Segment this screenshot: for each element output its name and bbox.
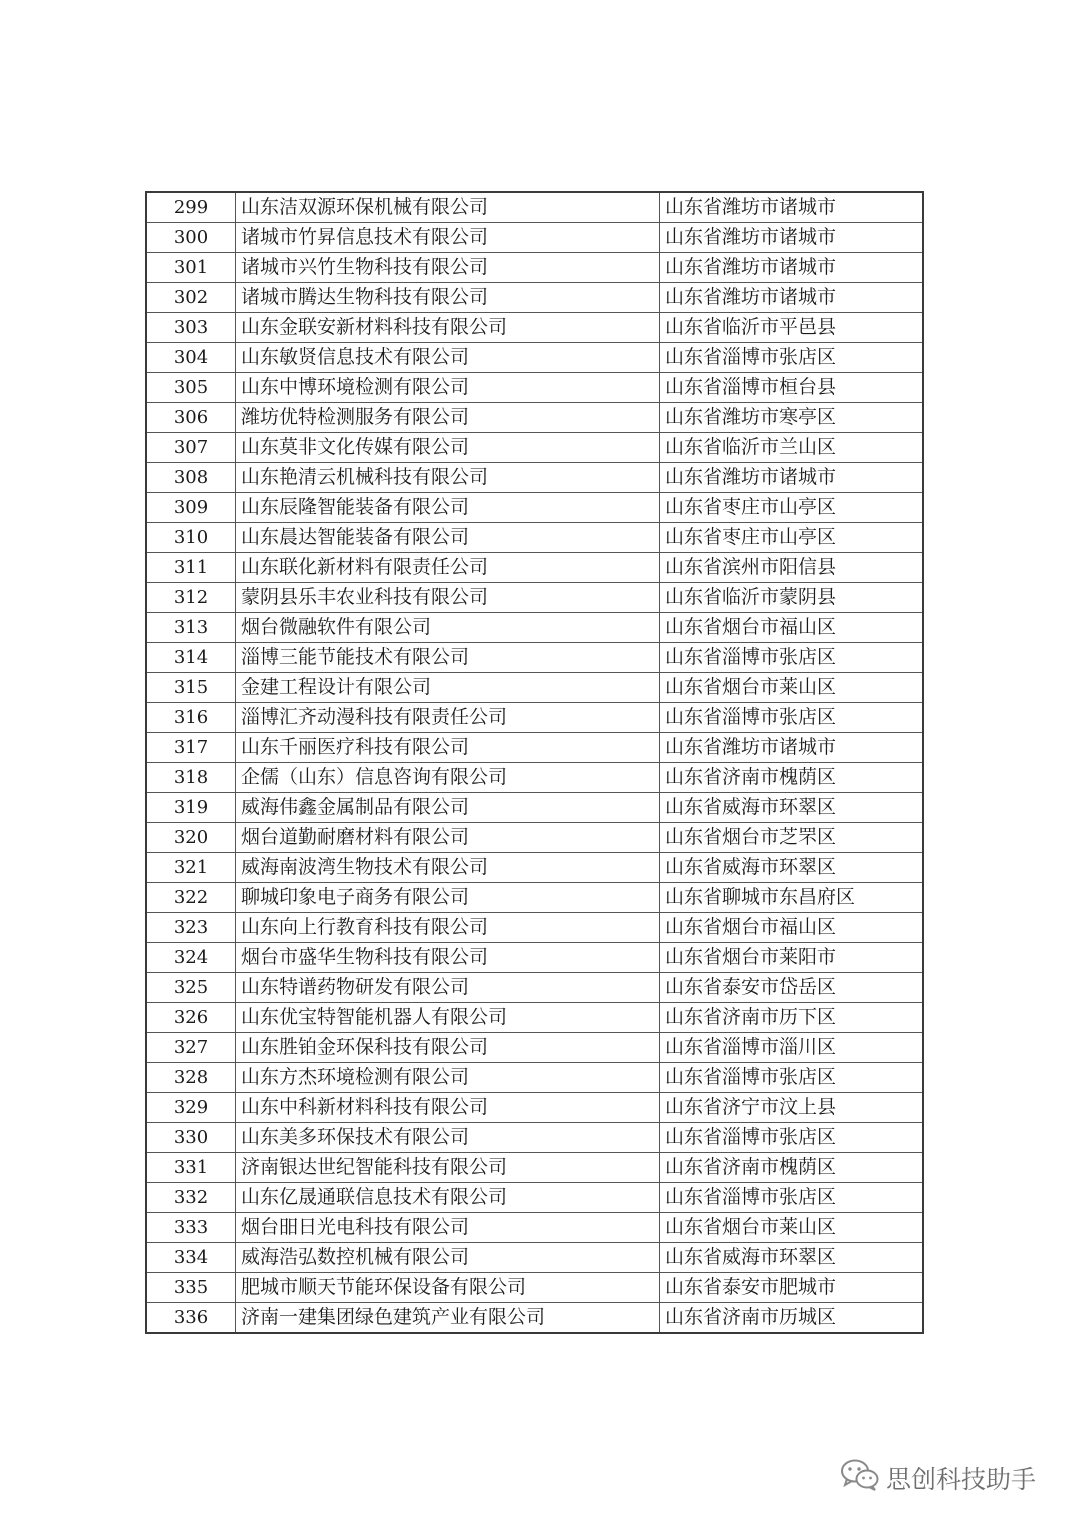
company-location: 山东省潍坊市诸城市 [660,733,924,763]
company-location: 山东省淄博市张店区 [660,343,924,373]
company-location: 山东省泰安市岱岳区 [660,973,924,1003]
company-name: 山东敏贤信息技术有限公司 [236,343,660,373]
table-row [146,1273,923,1303]
company-name: 山东胜铂金环保科技有限公司 [236,1033,660,1063]
company-location: 山东省济南市历下区 [660,1003,924,1033]
company-location: 山东省烟台市福山区 [660,613,924,643]
company-name: 山东联化新材料有限责任公司 [236,553,660,583]
row-number: 303 [146,313,236,343]
table-row [146,943,923,973]
company-name: 山东美多环保技术有限公司 [236,1123,660,1153]
table-row [146,613,923,643]
table-row [146,1063,923,1093]
row-number: 334 [146,1243,236,1273]
wechat-icon [840,1458,880,1498]
row-number: 300 [146,223,236,253]
row-number: 319 [146,793,236,823]
company-name: 山东向上行教育科技有限公司 [236,913,660,943]
row-number: 304 [146,343,236,373]
company-location: 山东省潍坊市诸城市 [660,192,924,223]
row-number: 323 [146,913,236,943]
company-name: 威海南波湾生物技术有限公司 [236,853,660,883]
company-name: 山东方杰环境检测有限公司 [236,1063,660,1093]
company-location: 山东省淄博市张店区 [660,643,924,673]
table-row [146,283,923,313]
company-location: 山东省淄博市淄川区 [660,1033,924,1063]
row-number: 325 [146,973,236,1003]
table-row [146,192,923,223]
company-location: 山东省枣庄市山亭区 [660,523,924,553]
company-name: 潍坊优特检测服务有限公司 [236,403,660,433]
row-number: 333 [146,1213,236,1243]
table-row [146,643,923,673]
company-location: 山东省潍坊市诸城市 [660,223,924,253]
table-row [146,703,923,733]
table-row [146,433,923,463]
company-location: 山东省威海市环翠区 [660,793,924,823]
company-location: 山东省潍坊市诸城市 [660,463,924,493]
table-row [146,853,923,883]
row-number: 301 [146,253,236,283]
table-row [146,1213,923,1243]
table-row [146,973,923,1003]
row-number: 324 [146,943,236,973]
row-number: 311 [146,553,236,583]
company-name: 山东艳清云机械科技有限公司 [236,463,660,493]
company-location: 山东省烟台市芝罘区 [660,823,924,853]
company-location: 山东省临沂市蒙阴县 [660,583,924,613]
company-name: 肥城市顺天节能环保设备有限公司 [236,1273,660,1303]
table-row [146,1093,923,1123]
row-number: 314 [146,643,236,673]
row-number: 308 [146,463,236,493]
company-location: 山东省烟台市莱山区 [660,673,924,703]
company-name: 烟台微融软件有限公司 [236,613,660,643]
row-number: 310 [146,523,236,553]
company-location: 山东省济宁市汶上县 [660,1093,924,1123]
company-name: 淄博三能节能技术有限公司 [236,643,660,673]
table-row [146,343,923,373]
table-row [146,1183,923,1213]
company-name: 山东金联安新材料科技有限公司 [236,313,660,343]
company-name: 山东优宝特智能机器人有限公司 [236,1003,660,1033]
table-row [146,1003,923,1033]
row-number: 306 [146,403,236,433]
table-row [146,1153,923,1183]
table-row [146,553,923,583]
company-name: 山东辰隆智能装备有限公司 [236,493,660,523]
table-body [146,192,923,1333]
row-number: 335 [146,1273,236,1303]
company-location: 山东省烟台市莱阳市 [660,943,924,973]
company-location: 山东省潍坊市诸城市 [660,253,924,283]
company-name: 山东中科新材料科技有限公司 [236,1093,660,1123]
table-row [146,463,923,493]
row-number: 318 [146,763,236,793]
company-location: 山东省济南市历城区 [660,1303,924,1334]
company-location: 山东省临沂市兰山区 [660,433,924,463]
company-location: 山东省潍坊市诸城市 [660,283,924,313]
company-location: 山东省烟台市莱山区 [660,1213,924,1243]
company-name: 蒙阴县乐丰农业科技有限公司 [236,583,660,613]
row-number: 327 [146,1033,236,1063]
company-name: 威海伟鑫金属制品有限公司 [236,793,660,823]
company-name: 烟台昍日光电科技有限公司 [236,1213,660,1243]
table-row [146,253,923,283]
table-row [146,583,923,613]
company-name: 淄博汇齐动漫科技有限责任公司 [236,703,660,733]
row-number: 312 [146,583,236,613]
watermark [840,1458,1036,1498]
row-number: 305 [146,373,236,403]
company-location: 山东省临沂市平邑县 [660,313,924,343]
table-row [146,823,923,853]
company-location: 山东省威海市环翠区 [660,853,924,883]
table-row [146,913,923,943]
table-row [146,373,923,403]
row-number: 302 [146,283,236,313]
company-name: 金建工程设计有限公司 [236,673,660,703]
company-location: 山东省淄博市桓台县 [660,373,924,403]
row-number: 330 [146,1123,236,1153]
company-location: 山东省淄博市张店区 [660,1183,924,1213]
table-row [146,1033,923,1063]
company-location: 山东省淄博市张店区 [660,1063,924,1093]
row-number: 331 [146,1153,236,1183]
company-location: 山东省济南市槐荫区 [660,1153,924,1183]
row-number: 336 [146,1303,236,1334]
table-row [146,493,923,523]
company-location: 山东省烟台市福山区 [660,913,924,943]
table-row [146,883,923,913]
table-row [146,403,923,433]
company-name: 诸城市兴竹生物科技有限公司 [236,253,660,283]
company-location: 山东省淄博市张店区 [660,1123,924,1153]
company-name: 山东中博环境检测有限公司 [236,373,660,403]
company-name: 济南一建集团绿色建筑产业有限公司 [236,1303,660,1334]
company-name: 威海浩弘数控机械有限公司 [236,1243,660,1273]
company-name: 聊城印象电子商务有限公司 [236,883,660,913]
table-row [146,1303,923,1334]
row-number: 307 [146,433,236,463]
row-number: 322 [146,883,236,913]
company-name: 山东亿晟通联信息技术有限公司 [236,1183,660,1213]
row-number: 315 [146,673,236,703]
company-list-table [145,191,924,1334]
row-number: 317 [146,733,236,763]
company-name: 诸城市腾达生物科技有限公司 [236,283,660,313]
row-number: 313 [146,613,236,643]
company-name: 诸城市竹昇信息技术有限公司 [236,223,660,253]
row-number: 320 [146,823,236,853]
row-number: 332 [146,1183,236,1213]
company-name: 山东莫非文化传媒有限公司 [236,433,660,463]
row-number: 329 [146,1093,236,1123]
company-location: 山东省泰安市肥城市 [660,1273,924,1303]
company-name: 济南银达世纪智能科技有限公司 [236,1153,660,1183]
company-name: 烟台市盛华生物科技有限公司 [236,943,660,973]
company-name: 山东洁双源环保机械有限公司 [236,192,660,223]
row-number: 326 [146,1003,236,1033]
company-location: 山东省枣庄市山亭区 [660,493,924,523]
company-location: 山东省滨州市阳信县 [660,553,924,583]
company-location: 山东省聊城市东昌府区 [660,883,924,913]
table-row [146,1123,923,1153]
company-name: 山东特谱药物研发有限公司 [236,973,660,1003]
company-name: 烟台道勤耐磨材料有限公司 [236,823,660,853]
company-location: 山东省威海市环翠区 [660,1243,924,1273]
company-name: 山东千丽医疗科技有限公司 [236,733,660,763]
row-number: 299 [146,192,236,223]
table-row [146,523,923,553]
table-row [146,673,923,703]
company-name: 山东晨达智能装备有限公司 [236,523,660,553]
row-number: 328 [146,1063,236,1093]
table-row [146,733,923,763]
table-row [146,1243,923,1273]
table-row [146,793,923,823]
table-row [146,313,923,343]
company-location: 山东省济南市槐荫区 [660,763,924,793]
company-location: 山东省淄博市张店区 [660,703,924,733]
row-number: 309 [146,493,236,523]
row-number: 321 [146,853,236,883]
watermark-text: 思创科技助手 [886,1465,1037,1494]
company-name: 企儒（山东）信息咨询有限公司 [236,763,660,793]
company-location: 山东省潍坊市寒亭区 [660,403,924,433]
table-row [146,223,923,253]
table-row [146,763,923,793]
row-number: 316 [146,703,236,733]
